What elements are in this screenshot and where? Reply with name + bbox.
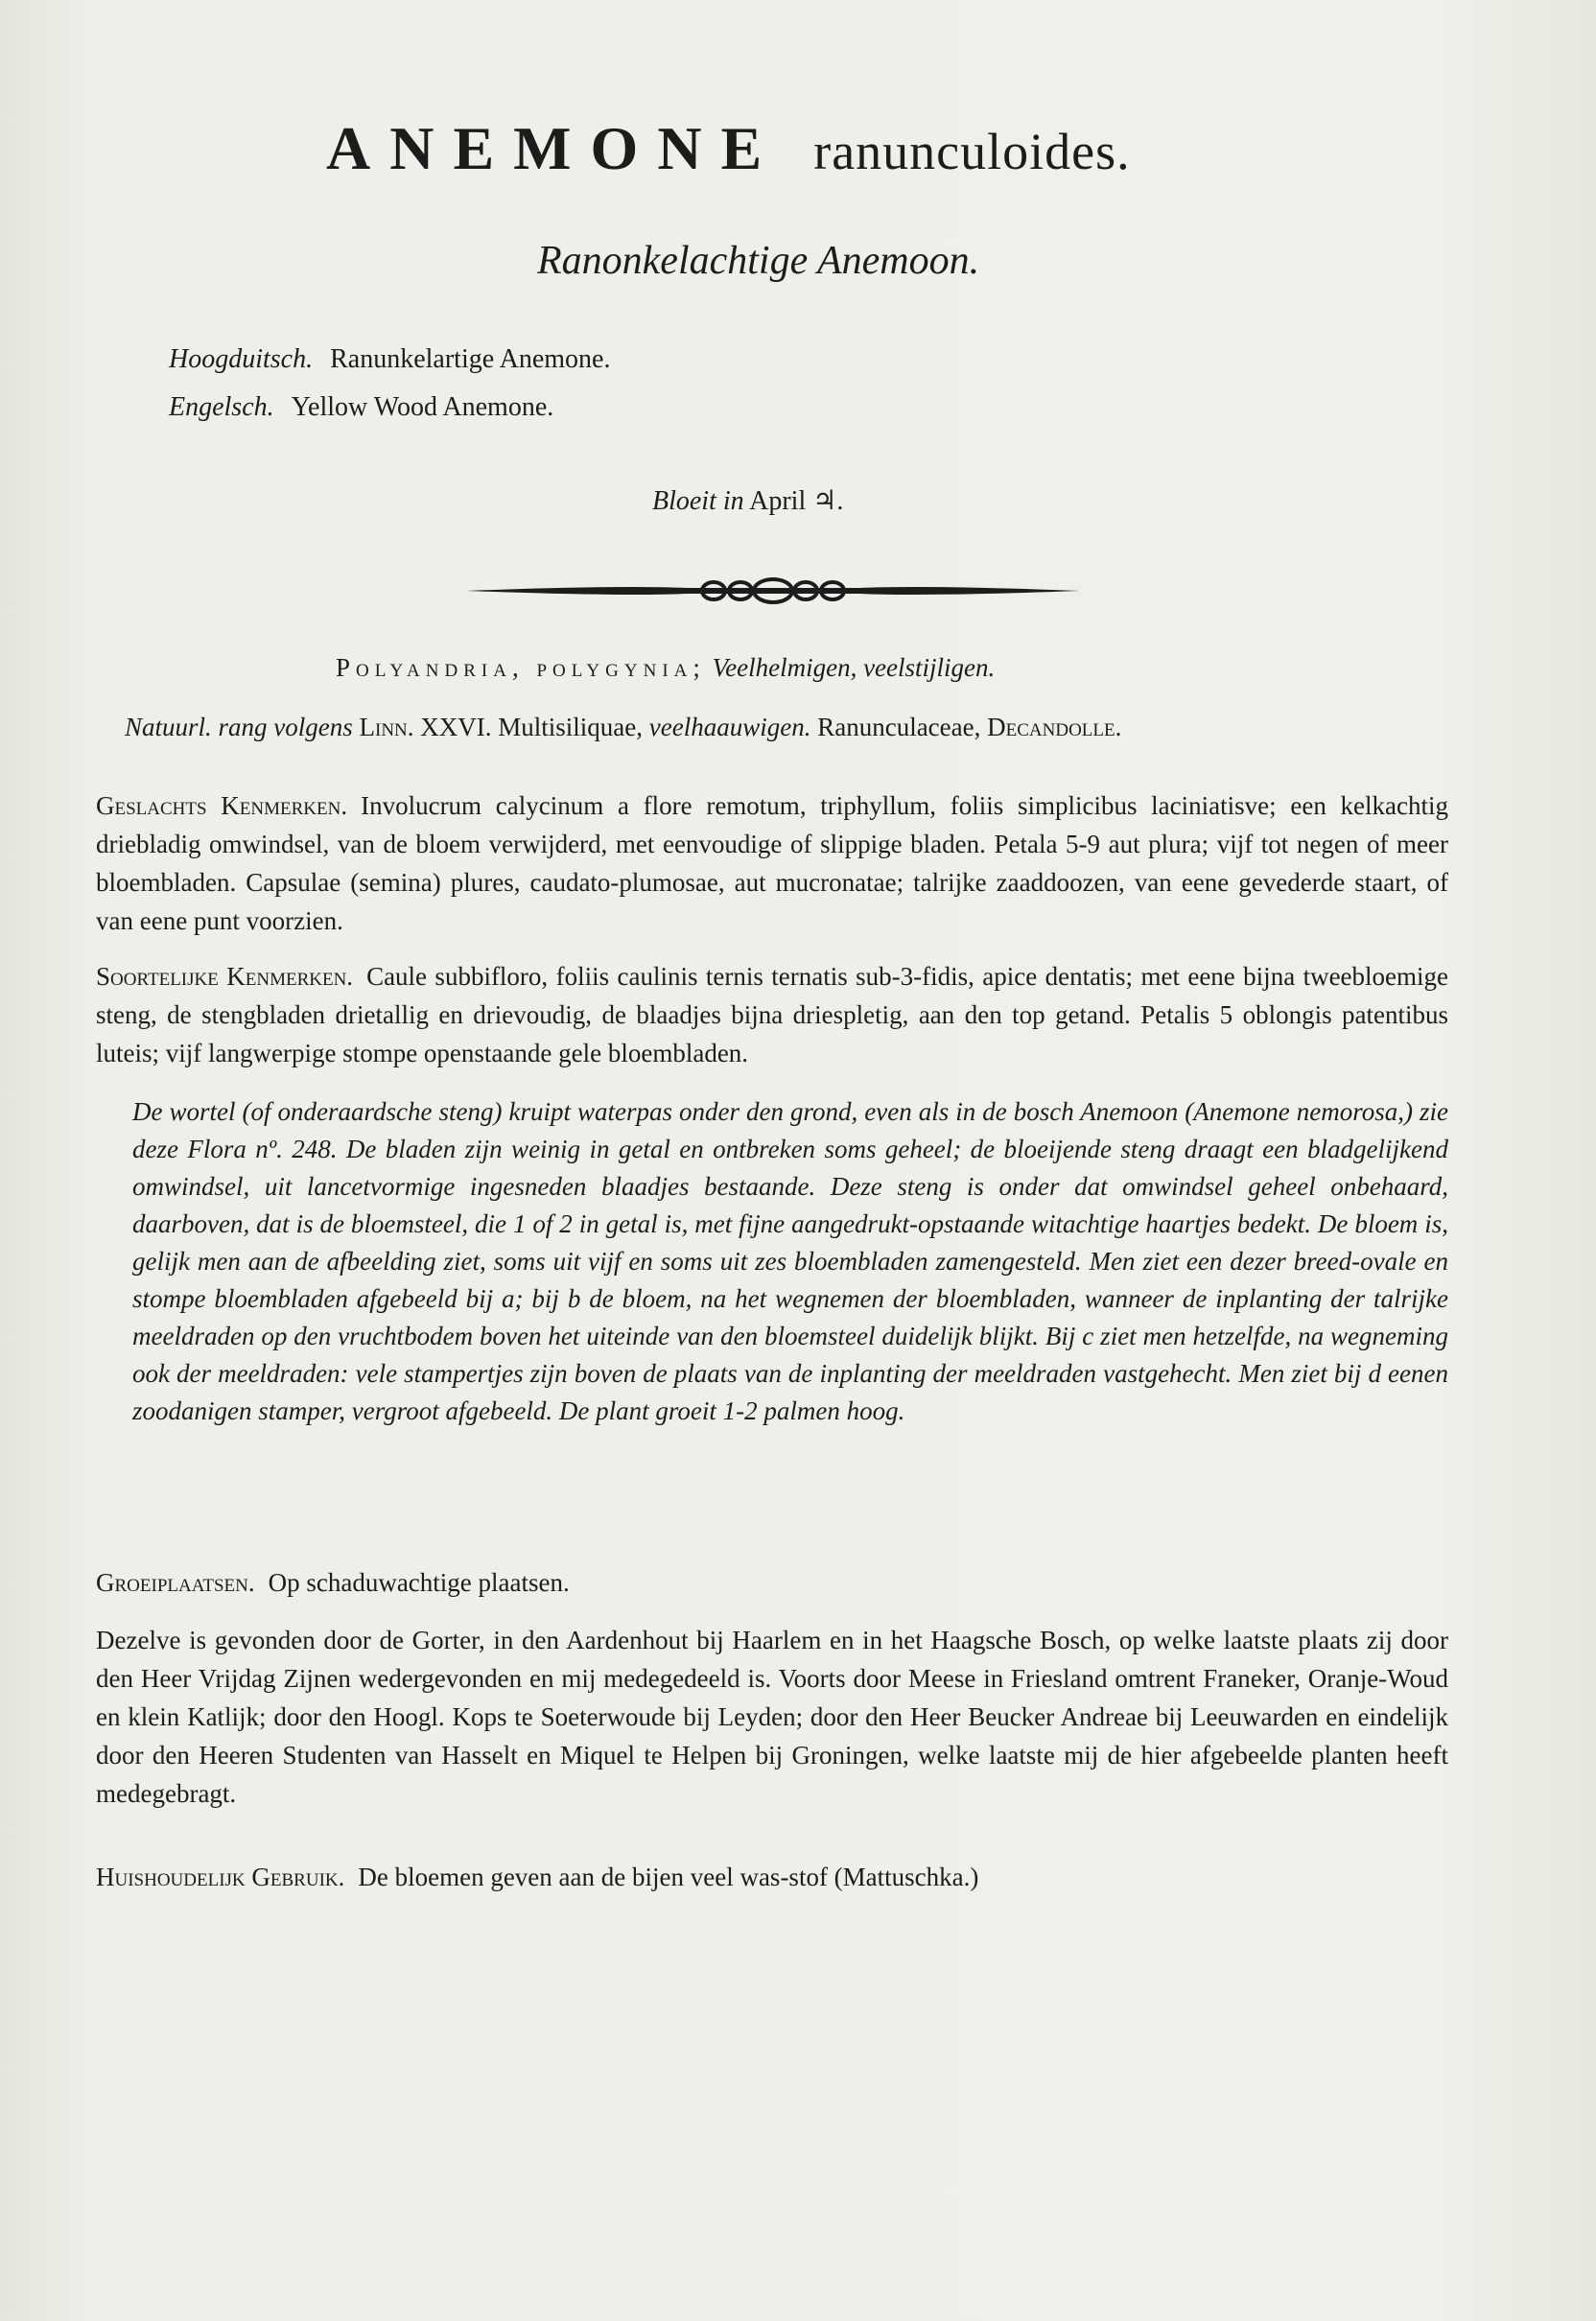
habitat-text: Op schaduwachtige plaatsen.	[268, 1568, 570, 1597]
rank-authority: Linn.	[359, 713, 414, 741]
species-characters-heading: Soortelijke Kenmerken.	[96, 962, 354, 991]
rank-family: Ranunculaceae,	[817, 713, 981, 741]
page-title	[326, 113, 1285, 184]
vernacular-names	[169, 336, 1032, 432]
bloom-label: Bloeit in	[652, 486, 744, 516]
vernacular-name: Yellow Wood Anemone.	[291, 392, 554, 422]
rank-family-authority: Decandolle.	[987, 713, 1122, 741]
classification-system: Polyandria, polygynia;	[336, 653, 706, 682]
vernacular-name: Ranunkelartige Anemone.	[330, 344, 611, 374]
dutch-name-subtitle: Ranonkelachtige Anemoon.	[537, 239, 980, 283]
habitat	[96, 1563, 1448, 1602]
species-characters	[96, 957, 1448, 1072]
rank-label: Natuurl. rang volgens	[125, 713, 353, 741]
bloom-period	[652, 484, 1036, 517]
usage-text: De bloemen geven aan de bijen veel was-stof (Mattuschka.)	[358, 1863, 979, 1891]
habitat-heading: Groeiplaatsen.	[96, 1568, 255, 1597]
bloom-text: April ♃.	[749, 486, 844, 516]
title-genus: ANEMONE	[326, 114, 782, 182]
language-label: Engelsch.	[169, 392, 274, 422]
rank-text: XXVI. Multisiliquae,	[420, 713, 644, 741]
language-label: Hoogduitsch.	[169, 344, 314, 374]
household-use	[96, 1858, 1448, 1896]
genus-characters-text: Involucrum calycinum a flore remotum, triphyllum, foliis simplicibus laciniatisve; een kelkachtig driebladig omwindsel, van de bloem verwijderd, met eenvoudige of slippige bladen. Petala 5-9 aut plura; vijf tot negen of meer bloembladen. Capsulae (semina) plures, caudato-plumosae, aut mucronatae; talrijke zaaddoozen, van eene gevederde staart, of van eene punt voorzien.	[96, 791, 1448, 935]
species-characters-text: Caule subbifloro, foliis caulinis ternis ternatis sub-3-fidis, apice dentatis; met eene bijna tweebloemige steng, de stengbladen drietallig en drievoudig, de blaadjes bijna driespletig, aan den top getand. Petalis 5 oblongis patentibus luteis; vijf langwerpige stompe openstaande gele bloembladen.	[96, 962, 1449, 1067]
ornament-divider-icon	[466, 572, 1080, 610]
linnaean-classification	[336, 648, 1199, 687]
genus-characters-heading: Geslachts Kenmerken.	[96, 791, 348, 820]
vernacular-name-german	[169, 336, 1032, 384]
classification-dutch: Veelhelmigen, veelstijligen.	[712, 653, 996, 682]
genus-characters	[96, 786, 1448, 940]
usage-heading: Huishoudelijk Gebruik.	[96, 1863, 345, 1891]
locality-paragraph: Dezelve is gevonden door de Gorter, in den Aardenhout bij Haarlem en in het Haagsche Bosch, op welke laatste plaats zij door den Heer Vrijdag Zijnen wedergevonden en mij medegedeeld is. Voorts door Meese in Friesland omtrent Franeker, Oranje-Woud en klein Katlijk; door den Hoogl. Kops te Soeterwoude bij Leyden; door den Heer Beucker Andreae bij Leeuwarden en eindelijk door den Heeren Studenten van Hasselt en Miquel te Helpen bij Groningen, welke laatste mij de hier afgebeelde planten heeft medegebragt.	[96, 1626, 1448, 1808]
plant-description: De wortel (of onderaardsche steng) kruipt waterpas onder den grond, even als in de bosch Anemoon (Anemone nemorosa,) zie deze Flora nº. 248. De bladen zijn weinig in getal en ontbreken soms geheel; de bloeijende steng draagt een bladgelijkend omwindsel, uit lancetvormige ingesneden blaadjes bestaande. Deze steng is onder dat omwindsel geheel onbehaard, daarboven, dat is de bloemsteel, die 1 of 2 in getal is, met fijne aangedrukt-opstaande witachtige haartjes bedekt. De bloem is, gelijk men aan de afbeelding ziet, soms uit vijf en soms uit zes bloembladen zamengesteld. Men ziet een dezer breed-ovale en stompe bloembladen afgebeeld bij a; bij b de bloem, na het wegnemen der bloembladen, wanneer de inplanting der talrijke meeldraden op den vruchtbodem boven het uiteinde van den bloemsteel duidelijk blijkt. Bij c ziet men hetzelfde, na wegneming ook der meeldraden: vele stampertjes zijn boven de plaats van de inplanting der meeldraden vastgehecht. Men ziet bij d eenen zoodanigen stamper, vergroot afgebeeld. De plant groeit 1-2 palmen hoog.	[132, 1097, 1448, 1425]
rank-dutch: veelhaauwigen.	[648, 713, 811, 741]
title-species: ranunculoides.	[813, 123, 1131, 180]
natural-rank	[125, 708, 1467, 746]
vernacular-name-english	[169, 384, 1032, 432]
